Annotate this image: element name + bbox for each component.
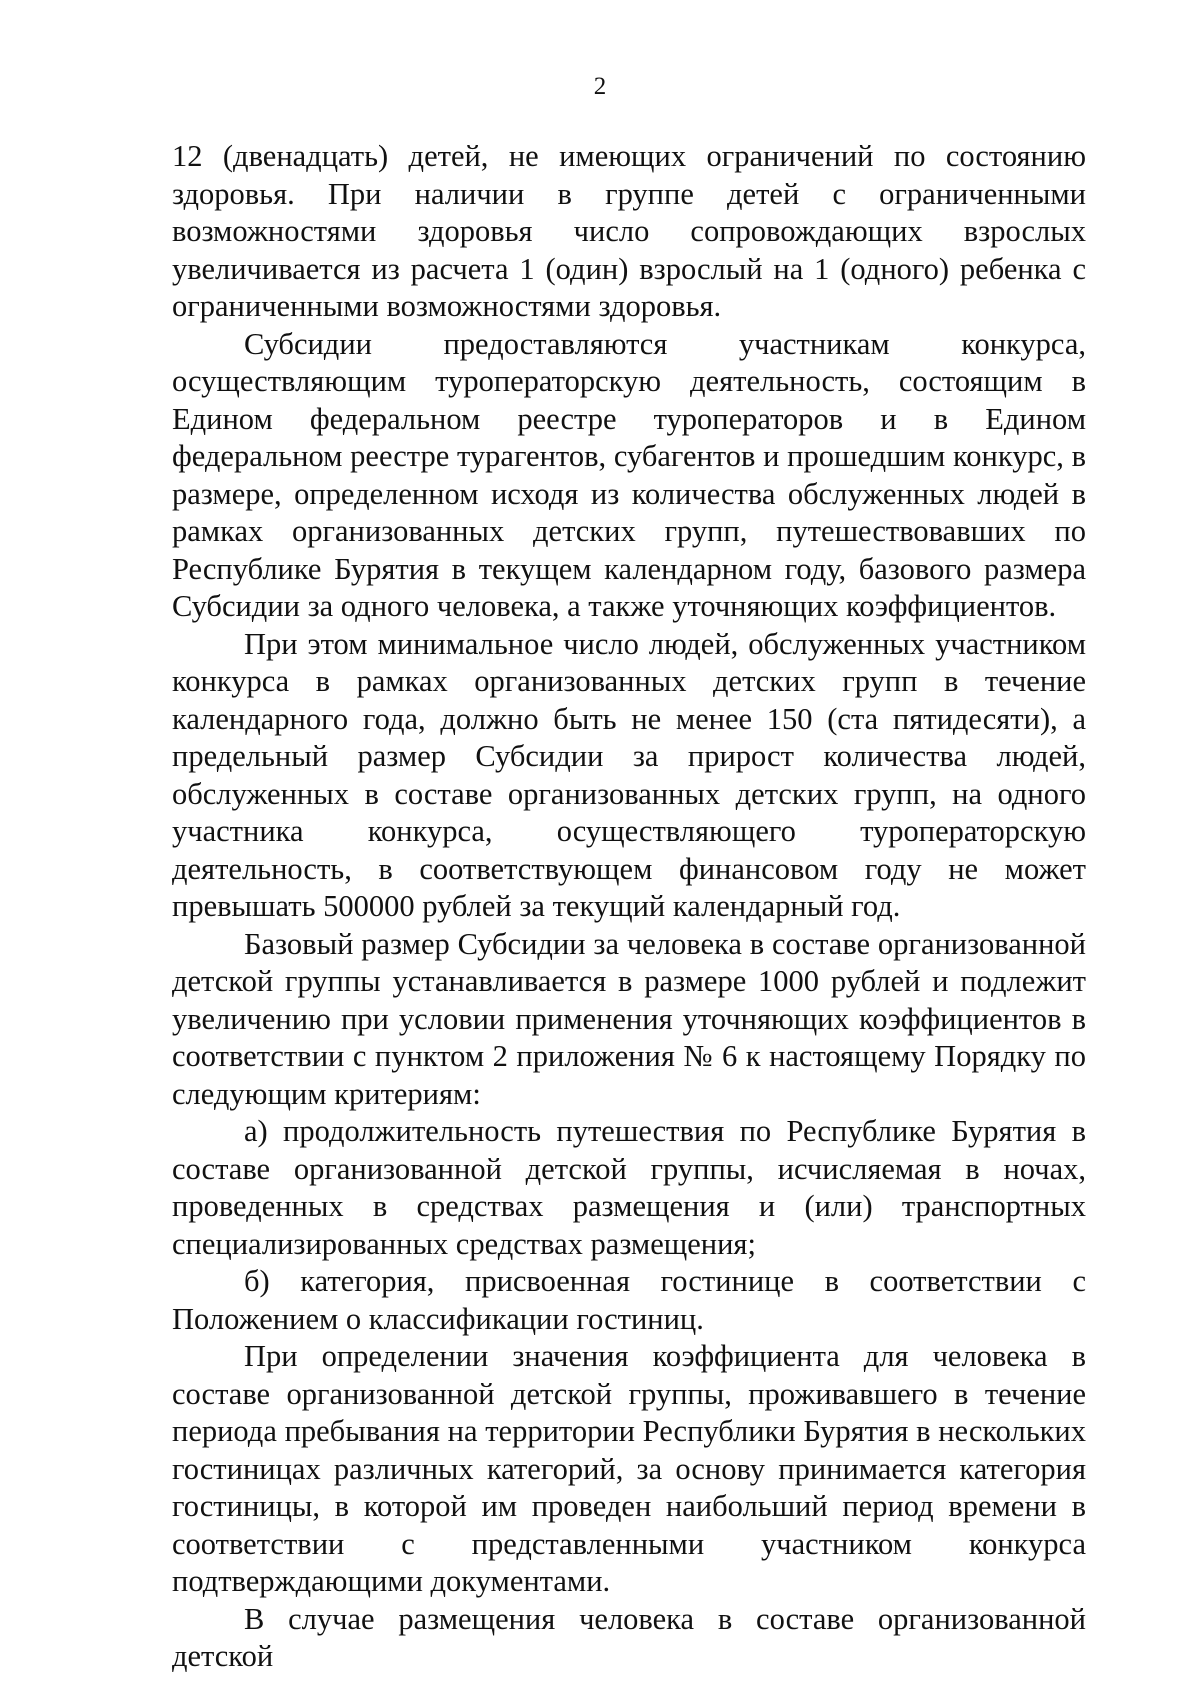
paragraph-criterion-a: а) продолжительность путешествия по Республике Бурятия в составе организованной детской группы, исчисляемая в ночах, проведенных в средствах размещения и (или) транспортных специализированных средствах размещения;	[172, 1114, 1086, 1261]
paragraph-placement-case: В случае размещения человека в составе организованной детской	[172, 1601, 1086, 1673]
paragraph-criterion-b: б) категория, присвоенная гостинице в соответствии с Положением о классификации гостиниц.	[172, 1264, 1086, 1336]
page-number: 2	[593, 73, 607, 100]
paragraph-coefficient-rule: При определении значения коэффициента для человека в составе организованной детской группы, проживавшего в течение периода пребывания на территории Республики Бурятия в нескольких гостиницах различных категорий, за основу принимается категория гостиницы, в которой им проведен наибольший период времени в соответствии с представленными участником конкурса подтверждающими документами.	[172, 1339, 1086, 1598]
paragraph-children-count: 12 (двенадцать) детей, не имеющих ограничений по состоянию здоровья. При наличии в группе детей с ограниченными возможностями здоровья число сопровождающих взрослых увеличивается из расчета 1 (один) взрослый на 1 (одного) ребенка с ограниченными возможностями здоровья.	[172, 139, 1086, 323]
paragraph-subsidy-provision: Субсидии предоставляются участникам конкурса, осуществляющим туроператорскую деятельность, состоящим в Едином федеральном реестре туроператоров и в Едином федеральном реестре турагентов, субагентов и прошедшим конкурс, в размере, определенном исходя из количества обслуженных людей в рамках организованных детских групп, путешествовавших по Республике Бурятия в текущем календарном году, базового размера Субсидии за одного человека, а также уточняющих коэффициентов.	[172, 326, 1086, 623]
paragraph-base-amount: Базовый размер Субсидии за человека в составе организованной детской группы устанавливается в размере 1000 рублей и подлежит увеличению при условии применения уточняющих коэффициентов в соответствии с пунктом 2 приложения № 6 к настоящему Порядку по следующим критериям:	[172, 926, 1086, 1111]
paragraph-minimum-count: При этом минимальное число людей, обслуженных участником конкурса в рамках организованных детских групп в течение календарного года, должно быть не менее 150 (ста пятидесяти), а предельный размер Субсидии за прирост количества людей, обслуженных в составе организованных детских групп, на одного участника конкурса, осуществляющего туроператорскую деятельность, в соответствующем финансовом году не может превышать 500000 рублей за текущий календарный год.	[172, 626, 1086, 923]
document-body	[172, 138, 1086, 1676]
